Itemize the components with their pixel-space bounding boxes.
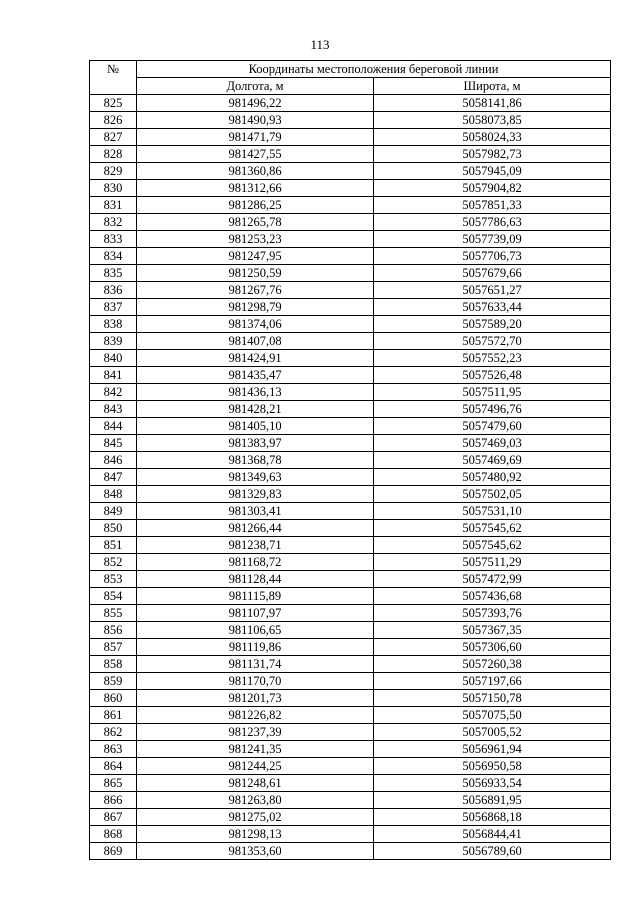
latitude-cell: 5057260,38 bbox=[374, 656, 611, 673]
longitude-cell: 981428,21 bbox=[137, 401, 374, 418]
longitude-cell: 981405,10 bbox=[137, 418, 374, 435]
longitude-cell: 981312,66 bbox=[137, 180, 374, 197]
row-number-cell: 846 bbox=[90, 452, 137, 469]
row-number-cell: 855 bbox=[90, 605, 137, 622]
latitude-cell: 5057572,70 bbox=[374, 333, 611, 350]
longitude-cell: 981106,65 bbox=[137, 622, 374, 639]
row-number-cell: 853 bbox=[90, 571, 137, 588]
latitude-cell: 5057945,09 bbox=[374, 163, 611, 180]
row-number-cell: 859 bbox=[90, 673, 137, 690]
longitude-cell: 981496,22 bbox=[137, 95, 374, 112]
latitude-cell: 5057545,62 bbox=[374, 537, 611, 554]
table-row bbox=[90, 809, 611, 826]
latitude-column-header: Широта, м bbox=[374, 78, 611, 95]
longitude-cell: 981247,95 bbox=[137, 248, 374, 265]
table-row bbox=[90, 826, 611, 843]
latitude-cell: 5057851,33 bbox=[374, 197, 611, 214]
latitude-cell: 5056844,41 bbox=[374, 826, 611, 843]
table-row bbox=[90, 741, 611, 758]
latitude-cell: 5057633,44 bbox=[374, 299, 611, 316]
header-row-top bbox=[90, 61, 611, 78]
table-row bbox=[90, 435, 611, 452]
longitude-cell: 981427,55 bbox=[137, 146, 374, 163]
row-number-cell: 861 bbox=[90, 707, 137, 724]
row-number-cell: 864 bbox=[90, 758, 137, 775]
table-row bbox=[90, 707, 611, 724]
row-number-cell: 836 bbox=[90, 282, 137, 299]
table-row bbox=[90, 367, 611, 384]
latitude-cell: 5058141,86 bbox=[374, 95, 611, 112]
table-row bbox=[90, 350, 611, 367]
row-number-cell: 865 bbox=[90, 775, 137, 792]
longitude-cell: 981275,02 bbox=[137, 809, 374, 826]
row-number-cell: 827 bbox=[90, 129, 137, 146]
latitude-cell: 5057786,63 bbox=[374, 214, 611, 231]
latitude-cell: 5057526,48 bbox=[374, 367, 611, 384]
latitude-cell: 5057005,52 bbox=[374, 724, 611, 741]
table-row bbox=[90, 316, 611, 333]
latitude-cell: 5057706,73 bbox=[374, 248, 611, 265]
longitude-cell: 981226,82 bbox=[137, 707, 374, 724]
latitude-cell: 5057075,50 bbox=[374, 707, 611, 724]
latitude-cell: 5057904,82 bbox=[374, 180, 611, 197]
latitude-cell: 5057367,35 bbox=[374, 622, 611, 639]
longitude-cell: 981383,97 bbox=[137, 435, 374, 452]
longitude-cell: 981436,13 bbox=[137, 384, 374, 401]
row-number-cell: 863 bbox=[90, 741, 137, 758]
row-number-cell: 852 bbox=[90, 554, 137, 571]
longitude-cell: 981353,60 bbox=[137, 843, 374, 860]
latitude-cell: 5058073,85 bbox=[374, 112, 611, 129]
latitude-cell: 5056868,18 bbox=[374, 809, 611, 826]
longitude-cell: 981298,79 bbox=[137, 299, 374, 316]
table-row bbox=[90, 622, 611, 639]
row-number-cell: 868 bbox=[90, 826, 137, 843]
latitude-cell: 5056933,54 bbox=[374, 775, 611, 792]
longitude-cell: 981119,86 bbox=[137, 639, 374, 656]
coordinates-table bbox=[89, 60, 611, 860]
longitude-cell: 981360,86 bbox=[137, 163, 374, 180]
latitude-cell: 5058024,33 bbox=[374, 129, 611, 146]
row-number-cell: 858 bbox=[90, 656, 137, 673]
table-row bbox=[90, 248, 611, 265]
latitude-cell: 5057480,92 bbox=[374, 469, 611, 486]
latitude-cell: 5057150,78 bbox=[374, 690, 611, 707]
row-number-cell: 842 bbox=[90, 384, 137, 401]
table-row bbox=[90, 520, 611, 537]
latitude-cell: 5057511,29 bbox=[374, 554, 611, 571]
row-number-cell: 834 bbox=[90, 248, 137, 265]
table-row bbox=[90, 554, 611, 571]
table-row bbox=[90, 214, 611, 231]
table-row bbox=[90, 605, 611, 622]
latitude-cell: 5057545,62 bbox=[374, 520, 611, 537]
row-number-cell: 845 bbox=[90, 435, 137, 452]
row-number-cell: 857 bbox=[90, 639, 137, 656]
longitude-cell: 981253,23 bbox=[137, 231, 374, 248]
table-row bbox=[90, 146, 611, 163]
longitude-cell: 981238,71 bbox=[137, 537, 374, 554]
row-number-cell: 841 bbox=[90, 367, 137, 384]
longitude-cell: 981424,91 bbox=[137, 350, 374, 367]
row-number-cell: 860 bbox=[90, 690, 137, 707]
table-row bbox=[90, 333, 611, 350]
longitude-cell: 981490,93 bbox=[137, 112, 374, 129]
table-body bbox=[90, 95, 611, 860]
table-row bbox=[90, 163, 611, 180]
table-row bbox=[90, 673, 611, 690]
table-row bbox=[90, 180, 611, 197]
longitude-cell: 981329,83 bbox=[137, 486, 374, 503]
longitude-cell: 981374,06 bbox=[137, 316, 374, 333]
table-row bbox=[90, 95, 611, 112]
longitude-cell: 981115,89 bbox=[137, 588, 374, 605]
longitude-cell: 981265,78 bbox=[137, 214, 374, 231]
longitude-cell: 981237,39 bbox=[137, 724, 374, 741]
row-number-cell: 847 bbox=[90, 469, 137, 486]
longitude-cell: 981266,44 bbox=[137, 520, 374, 537]
table-row bbox=[90, 503, 611, 520]
table-row bbox=[90, 112, 611, 129]
table-row bbox=[90, 537, 611, 554]
table-row bbox=[90, 656, 611, 673]
row-number-cell: 826 bbox=[90, 112, 137, 129]
number-column-header: № bbox=[90, 61, 137, 95]
row-number-cell: 867 bbox=[90, 809, 137, 826]
row-number-cell: 862 bbox=[90, 724, 137, 741]
table-header bbox=[90, 61, 611, 95]
row-number-cell: 848 bbox=[90, 486, 137, 503]
table-row bbox=[90, 384, 611, 401]
row-number-cell: 856 bbox=[90, 622, 137, 639]
longitude-cell: 981241,35 bbox=[137, 741, 374, 758]
latitude-cell: 5057589,20 bbox=[374, 316, 611, 333]
latitude-cell: 5057651,27 bbox=[374, 282, 611, 299]
latitude-cell: 5056950,58 bbox=[374, 758, 611, 775]
latitude-cell: 5056961,94 bbox=[374, 741, 611, 758]
table-row bbox=[90, 724, 611, 741]
table-row bbox=[90, 282, 611, 299]
longitude-cell: 981128,44 bbox=[137, 571, 374, 588]
latitude-cell: 5057502,05 bbox=[374, 486, 611, 503]
row-number-cell: 844 bbox=[90, 418, 137, 435]
latitude-cell: 5057982,73 bbox=[374, 146, 611, 163]
table-row bbox=[90, 758, 611, 775]
longitude-column-header: Долгота, м bbox=[137, 78, 374, 95]
row-number-cell: 829 bbox=[90, 163, 137, 180]
row-number-cell: 830 bbox=[90, 180, 137, 197]
row-number-cell: 866 bbox=[90, 792, 137, 809]
table-row bbox=[90, 452, 611, 469]
longitude-cell: 981263,80 bbox=[137, 792, 374, 809]
table-row bbox=[90, 775, 611, 792]
longitude-cell: 981298,13 bbox=[137, 826, 374, 843]
latitude-cell: 5057552,23 bbox=[374, 350, 611, 367]
latitude-cell: 5057679,66 bbox=[374, 265, 611, 282]
latitude-cell: 5056789,60 bbox=[374, 843, 611, 860]
table-row bbox=[90, 197, 611, 214]
longitude-cell: 981250,59 bbox=[137, 265, 374, 282]
latitude-cell: 5057531,10 bbox=[374, 503, 611, 520]
table-row bbox=[90, 571, 611, 588]
table-row bbox=[90, 792, 611, 809]
row-number-cell: 837 bbox=[90, 299, 137, 316]
longitude-cell: 981248,61 bbox=[137, 775, 374, 792]
longitude-cell: 981303,41 bbox=[137, 503, 374, 520]
row-number-cell: 854 bbox=[90, 588, 137, 605]
latitude-cell: 5057306,60 bbox=[374, 639, 611, 656]
longitude-cell: 981286,25 bbox=[137, 197, 374, 214]
longitude-cell: 981435,47 bbox=[137, 367, 374, 384]
table-row bbox=[90, 690, 611, 707]
longitude-cell: 981471,79 bbox=[137, 129, 374, 146]
longitude-cell: 981170,70 bbox=[137, 673, 374, 690]
latitude-cell: 5057479,60 bbox=[374, 418, 611, 435]
longitude-cell: 981368,78 bbox=[137, 452, 374, 469]
longitude-cell: 981407,08 bbox=[137, 333, 374, 350]
longitude-cell: 981244,25 bbox=[137, 758, 374, 775]
row-number-cell: 849 bbox=[90, 503, 137, 520]
row-number-cell: 840 bbox=[90, 350, 137, 367]
row-number-cell: 828 bbox=[90, 146, 137, 163]
table-row bbox=[90, 231, 611, 248]
longitude-cell: 981107,97 bbox=[137, 605, 374, 622]
header-row-bottom bbox=[90, 78, 611, 95]
latitude-cell: 5057197,66 bbox=[374, 673, 611, 690]
row-number-cell: 832 bbox=[90, 214, 137, 231]
table-row bbox=[90, 418, 611, 435]
row-number-cell: 835 bbox=[90, 265, 137, 282]
row-number-cell: 850 bbox=[90, 520, 137, 537]
longitude-cell: 981349,63 bbox=[137, 469, 374, 486]
longitude-cell: 981131,74 bbox=[137, 656, 374, 673]
table-row bbox=[90, 299, 611, 316]
latitude-cell: 5057739,09 bbox=[374, 231, 611, 248]
table-row bbox=[90, 401, 611, 418]
latitude-cell: 5057472,99 bbox=[374, 571, 611, 588]
row-number-cell: 825 bbox=[90, 95, 137, 112]
longitude-cell: 981168,72 bbox=[137, 554, 374, 571]
longitude-cell: 981267,76 bbox=[137, 282, 374, 299]
table-row bbox=[90, 486, 611, 503]
row-number-cell: 833 bbox=[90, 231, 137, 248]
row-number-cell: 839 bbox=[90, 333, 137, 350]
row-number-cell: 831 bbox=[90, 197, 137, 214]
row-number-cell: 843 bbox=[90, 401, 137, 418]
latitude-cell: 5057436,68 bbox=[374, 588, 611, 605]
page-number: 113 bbox=[310, 37, 330, 52]
table-row bbox=[90, 469, 611, 486]
latitude-cell: 5057393,76 bbox=[374, 605, 611, 622]
latitude-cell: 5056891,95 bbox=[374, 792, 611, 809]
table-row bbox=[90, 639, 611, 656]
row-number-cell: 851 bbox=[90, 537, 137, 554]
row-number-cell: 838 bbox=[90, 316, 137, 333]
table-row bbox=[90, 129, 611, 146]
longitude-cell: 981201,73 bbox=[137, 690, 374, 707]
table-row bbox=[90, 843, 611, 860]
latitude-cell: 5057469,03 bbox=[374, 435, 611, 452]
latitude-cell: 5057469,69 bbox=[374, 452, 611, 469]
table-row bbox=[90, 265, 611, 282]
latitude-cell: 5057511,95 bbox=[374, 384, 611, 401]
table-row bbox=[90, 588, 611, 605]
row-number-cell: 869 bbox=[90, 843, 137, 860]
coordinates-group-header: Координаты местоположения береговой линии bbox=[137, 61, 611, 78]
latitude-cell: 5057496,76 bbox=[374, 401, 611, 418]
